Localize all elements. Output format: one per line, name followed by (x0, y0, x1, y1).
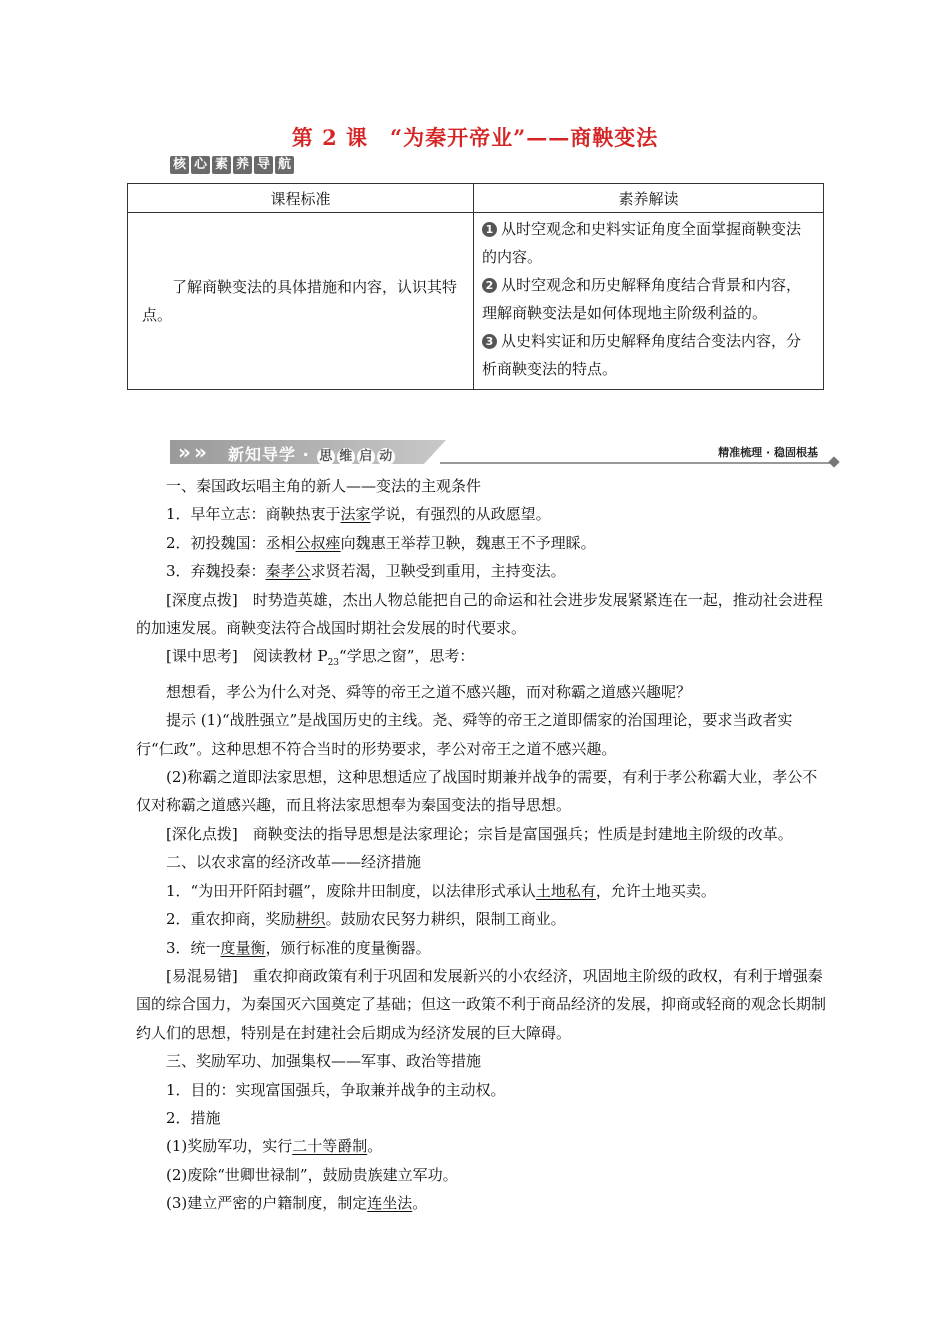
badge-char: 核 (170, 156, 189, 174)
standard-cell (128, 213, 474, 390)
list-item: 1．目的：实现富国强兵，争取兼并战争的主动权。 (166, 1080, 506, 1099)
number-1-icon: 1 (482, 222, 497, 237)
text: (1)奖励军功，实行 (166, 1137, 293, 1156)
standards-table (127, 183, 824, 390)
text: 。 (412, 1194, 428, 1213)
circled-char: 动 (379, 449, 394, 464)
hint-paragraph: 提示 (1)“战胜强立”是战国历史的主线。尧、舜等的帝王之道即儒家的治国理论，要求当政者实行“仁政”。这种思想不符合当时的形势要求，孝公对帝王之道不感兴趣。 (136, 711, 793, 758)
text: 向魏惠王举荐卫鞅，魏惠王不予理睬。 (340, 533, 596, 552)
depth-note: [深度点拨] 时势造英雄，杰出人物总能把自己的命运和社会进步发展紧紧连在一起，推动社会进程的加速发展。商鞅变法符合战国时期社会发展的时代要求。 (136, 590, 823, 638)
key-term: 法家 (340, 505, 371, 524)
literacy-item-text: 从时空观念和历史解释角度结合背景和内容，理解商鞅变法是如何体现地主阶级利益的。 (482, 276, 802, 322)
table-header-standard: 课程标准 (128, 184, 474, 213)
key-term: 秦孝公 (265, 562, 311, 581)
badge-char: 导 (254, 156, 273, 174)
key-term: 耕织 (295, 910, 326, 929)
section-heading: 一、秦国政坛唱主角的新人——变法的主观条件 (166, 477, 482, 495)
list-item (136, 877, 826, 905)
banner-subtitle: 精准梳理 · 稳固根基 (718, 446, 818, 459)
banner-title-text: 新知导学 · (228, 445, 317, 464)
text: 求贤若渴，卫鞅受到重用，主持变法。 (310, 562, 566, 581)
text: 2．初投魏国：丞相 (166, 533, 296, 552)
hint-paragraph: (2)称霸之道即法家思想，这种思想适应了战国时期兼并战争的需要，有利于孝公称霸大业，孝公不仅对称霸之道感兴趣，而且将法家思想奉为秦国变法的指导思想。 (136, 768, 818, 815)
text: 3．统一 (166, 938, 221, 957)
text: 3．弃魏投秦： (166, 562, 266, 581)
key-term: 度量衡 (220, 938, 266, 957)
text: 1．早年立志：商鞅热衷于 (166, 505, 341, 524)
text: 2．重农抑商，奖励 (166, 910, 296, 929)
badge-char: 养 (233, 156, 252, 174)
text: 。 (367, 1137, 383, 1156)
key-term: 公叔痤 (295, 533, 341, 552)
banner-divider (440, 462, 832, 464)
text: [课中思考] 阅读教材 P (166, 647, 328, 666)
confusion-note: [易混易错] 重农抑商政策有利于巩固和发展新兴的小农经济，巩固地主阶级的政权，有利于增强秦国的综合国力，为秦国灭六国奠定了基础；但这一政策不利于商品经济的发展，抑商或轻商的观念长期制约人们的思想，特别是在封建社会后期成为经济发展的巨大障碍。 (136, 966, 827, 1042)
standard-text: 了解商鞅变法的具体措施和内容，认识其特点。 (142, 278, 458, 324)
list-item (136, 905, 826, 933)
literacy-item-text: 从史料实证和历史解释角度结合变法内容，分析商鞅变法的特点。 (482, 332, 802, 378)
chevron-right-icon: » (194, 440, 207, 464)
key-term: 土地私有 (535, 881, 596, 900)
lesson-body (136, 472, 826, 1218)
literacy-item-text: 从时空观念和史料实证角度全面掌握商鞅变法的内容。 (482, 220, 802, 266)
badge-char: 心 (191, 156, 210, 174)
section-banner (170, 440, 840, 466)
text: “学思之窗”，思考： (339, 647, 475, 666)
question: 想想看，孝公为什么对尧、舜等的帝王之道不感兴趣，而对称霸之道感兴趣呢？ (166, 682, 692, 701)
sub-item (136, 1132, 826, 1160)
literacy-cell (474, 213, 824, 390)
list-item: 2．措施 (166, 1108, 221, 1127)
text: ，颁行标准的度量衡器。 (265, 938, 431, 957)
key-term: 连坐法 (367, 1194, 413, 1213)
page-title: 第 2 课 “为秦开帝业”——商鞅变法 (291, 125, 659, 150)
list-item (136, 557, 826, 585)
sub-item: (2)废除“世卿世禄制”，鼓励贵族建立军功。 (166, 1165, 458, 1184)
text: 。鼓励农民努力耕织，限制工商业。 (325, 910, 566, 929)
text: 学说，有强烈的从政愿望。 (370, 505, 551, 524)
page-subscript: 23 (327, 658, 340, 669)
think-prompt (136, 642, 826, 677)
text: ，允许土地买卖。 (595, 881, 716, 900)
table-header-literacy: 素养解读 (474, 184, 824, 213)
text: (3)建立严密的户籍制度，制定 (166, 1194, 368, 1213)
badge-char: 航 (275, 156, 294, 174)
list-item (136, 934, 826, 962)
section-heading: 三、奖励军功、加强集权——军事、政治等措施 (166, 1052, 482, 1071)
core-literacy-badge (170, 156, 296, 174)
list-item (136, 529, 826, 557)
number-3-icon: 3 (482, 334, 497, 349)
banner-title (228, 442, 396, 466)
chevron-right-icon: » (178, 440, 191, 464)
list-item (136, 500, 826, 528)
circled-char: 启 (359, 449, 374, 464)
circled-char: 维 (339, 449, 354, 464)
literacy-item (482, 327, 815, 383)
literacy-item (482, 271, 815, 327)
key-term: 二十等爵制 (292, 1137, 368, 1156)
sub-item (136, 1189, 826, 1217)
badge-char: 素 (212, 156, 231, 174)
text: 1．“为田开阡陌封疆”，废除井田制度，以法律形式承认 (166, 881, 536, 900)
number-2-icon: 2 (482, 278, 497, 293)
circled-char: 思 (319, 449, 334, 464)
diamond-icon (828, 456, 839, 467)
section-heading: 二、以农求富的经济改革——经济措施 (166, 853, 422, 872)
deepen-note: [深化点拨] 商鞅变法的指导思想是法家理论；宗旨是富国强兵；性质是封建地主阶级的改革。 (166, 824, 793, 843)
literacy-item (482, 215, 815, 271)
